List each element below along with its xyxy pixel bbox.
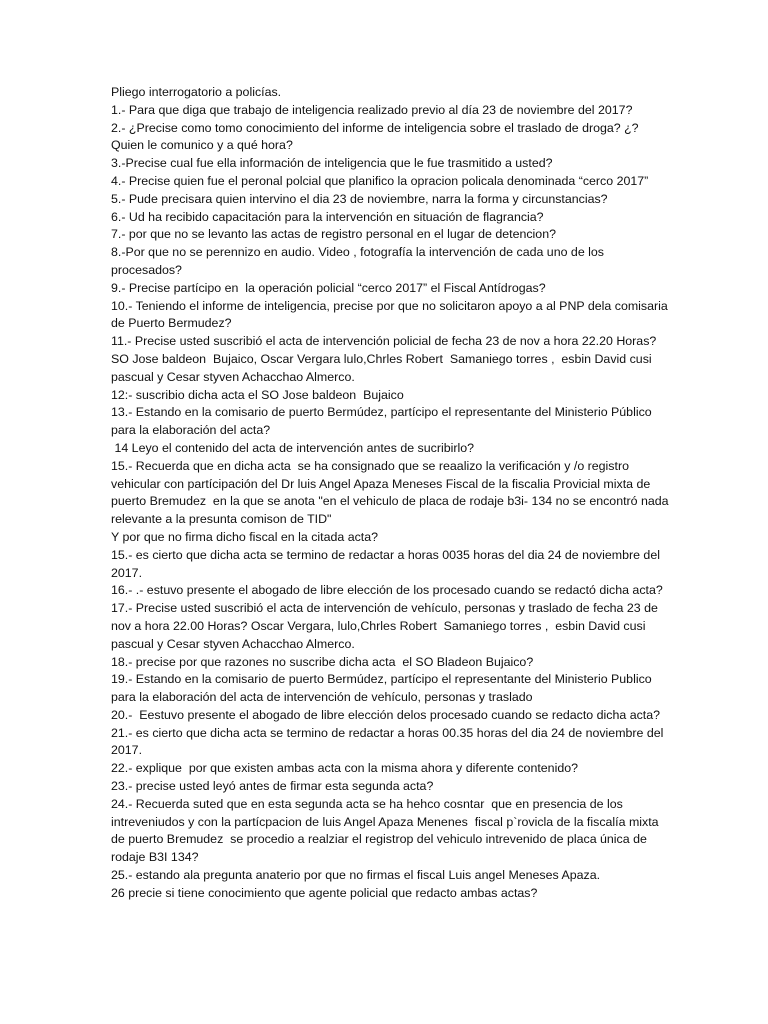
question-line: 14 Leyo el contenido del acta de intervención antes de sucribirlo?	[111, 440, 475, 455]
question-line: 9.- Precise partícipo en la operación policial “cerco 2017” el Fiscal Antídrogas?	[111, 280, 546, 295]
question-line: Quien le comunico y a qué hora?	[111, 138, 293, 153]
question-line: 6.- Ud ha recibido capacitación para la intervención en situación de flagrancia?	[111, 209, 544, 224]
question-line: 4.- Precise quien fue el peronal polcial que planifico la opracion policala denominada “cerco 2017”	[111, 173, 649, 188]
question-line: 11.- Precise usted suscribió el acta de intervención policial de fecha 23 de nov a hora 22.20 Horas?	[111, 334, 657, 349]
question-line: vehicular con partícipación del Dr luis Angel Apaza Meneses Fiscal de la fiscalia Provicial mixta de	[111, 476, 651, 491]
question-line: 18.- precise por que razones no suscribe dicha acta el SO Bladeon Bujaico?	[111, 654, 534, 669]
document-title: Pliego interrogatorio a policías.	[111, 85, 282, 99]
question-line: 20.- Eestuvo presente el abogado de libre elección delos procesado cuando se redacto dicha acta?	[111, 707, 660, 722]
question-line: 1.- Para que diga que trabajo de inteligencia realizado previo al día 23 de noviembre del 2017?	[111, 102, 633, 117]
question-line: de puerto Bremudez se procedio a realziar el registrop del vehiculo intrevenido de placa única de	[111, 832, 647, 847]
question-line: nov a hora 22.00 Horas? Oscar Vergara, lulo,Chrles Robert Samaniego torres , esbin David cusi	[111, 618, 646, 633]
question-line: de Puerto Bermudez?	[111, 316, 232, 331]
question-line: 3.-Precise cual fue ella información de inteligencia que le fue trasmitido a usted?	[111, 156, 553, 171]
question-line: 22.- explique por que existen ambas acta con la misma ahora y diferente contenido?	[111, 761, 578, 776]
question-line: 2017.	[111, 565, 143, 580]
question-line: pascual y Cesar styven Achacchao Almerco.	[111, 369, 355, 384]
question-line: para la elaboración del acta de intervención de vehículo, personas y traslado	[111, 690, 533, 705]
question-line: 15.- es cierto que dicha acta se termino de redactar a horas 0035 horas del dia 24 de noviembre del	[111, 547, 660, 562]
question-line: 21.- es cierto que dicha acta se termino de redactar a horas 00.35 horas del dia 24 de noviembre del	[111, 725, 664, 740]
question-line: 24.- Recuerda suted que en esta segunda acta se ha hehco cosntar que en presencia de los	[111, 796, 623, 811]
question-line: 2017.	[111, 743, 143, 758]
question-line: pascual y Cesar styven Achacchao Almerco.	[111, 636, 355, 651]
question-line: 23.- precise usted leyó antes de firmar esta segunda acta?	[111, 779, 434, 794]
question-line: rodaje B3I 134?	[111, 850, 199, 865]
question-line: para la elaboración del acta?	[111, 423, 271, 438]
question-line: procesados?	[111, 262, 182, 277]
question-line: SO Jose baldeon Bujaico, Oscar Vergara lulo,Chrles Robert Samaniego torres , esbin David cusi	[111, 351, 652, 366]
question-line: Y por que no firma dicho fiscal en la citada acta?	[111, 529, 379, 544]
question-line: 5.- Pude precisara quien intervino el dia 23 de noviembre, narra la forma y circunstancias?	[111, 191, 608, 206]
question-line: 26 precie si tiene conocimiento que agente policial que redacto ambas actas?	[111, 885, 538, 900]
question-line: 17.- Precise usted suscribió el acta de intervención de vehículo, personas y traslado de fecha 23 de	[111, 601, 658, 616]
question-line: 2.- ¿Precise como tomo conocimiento del informe de inteligencia sobre el traslado de droga? ¿?	[111, 120, 639, 135]
question-line: 19.- Estando en la comisario de puerto Bermúdez, partícipo el representante del Ministerio Publico	[111, 672, 652, 687]
question-line: intreveniudos y con la partícpacion de luis Angel Apaza Menenes fiscal p`rovicla de la fiscalía mixta	[111, 814, 659, 829]
question-line: 12:- suscribio dicha acta el SO Jose baldeon Bujaico	[111, 387, 404, 402]
question-line: puerto Bremudez en la que se anota "en el vehiculo de placa de rodaje b3i- 134 no se encontró nada	[111, 494, 669, 509]
question-line: relevante a la presunta comison de TID"	[111, 512, 332, 527]
question-line: 25.- estando ala pregunta anaterio por que no firmas el fiscal Luis angel Meneses Apaza.	[111, 868, 601, 883]
question-line: 13.- Estando en la comisario de puerto Bermúdez, partícipo el representante del Ministerio Público	[111, 405, 652, 420]
question-line: 7.- por que no se levanto las actas de registro personal en el lugar de detencion?	[111, 227, 556, 242]
question-line: 15.- Recuerda que en dicha acta se ha consignado que se reaalizo la verificación y /o registro	[111, 458, 629, 473]
document-text	[111, 84, 691, 903]
question-line: 10.- Teniendo el informe de inteligencia, precise por que no solicitaron apoyo a al PNP dela comisaria	[111, 298, 668, 313]
question-line: 16.- .- estuvo presente el abogado de libre elección de los procesado cuando se redactó dicha acta?	[111, 583, 663, 598]
question-line: 8.-Por que no se perennizo en audio. Video , fotografía la intervención de cada uno de los	[111, 245, 604, 260]
